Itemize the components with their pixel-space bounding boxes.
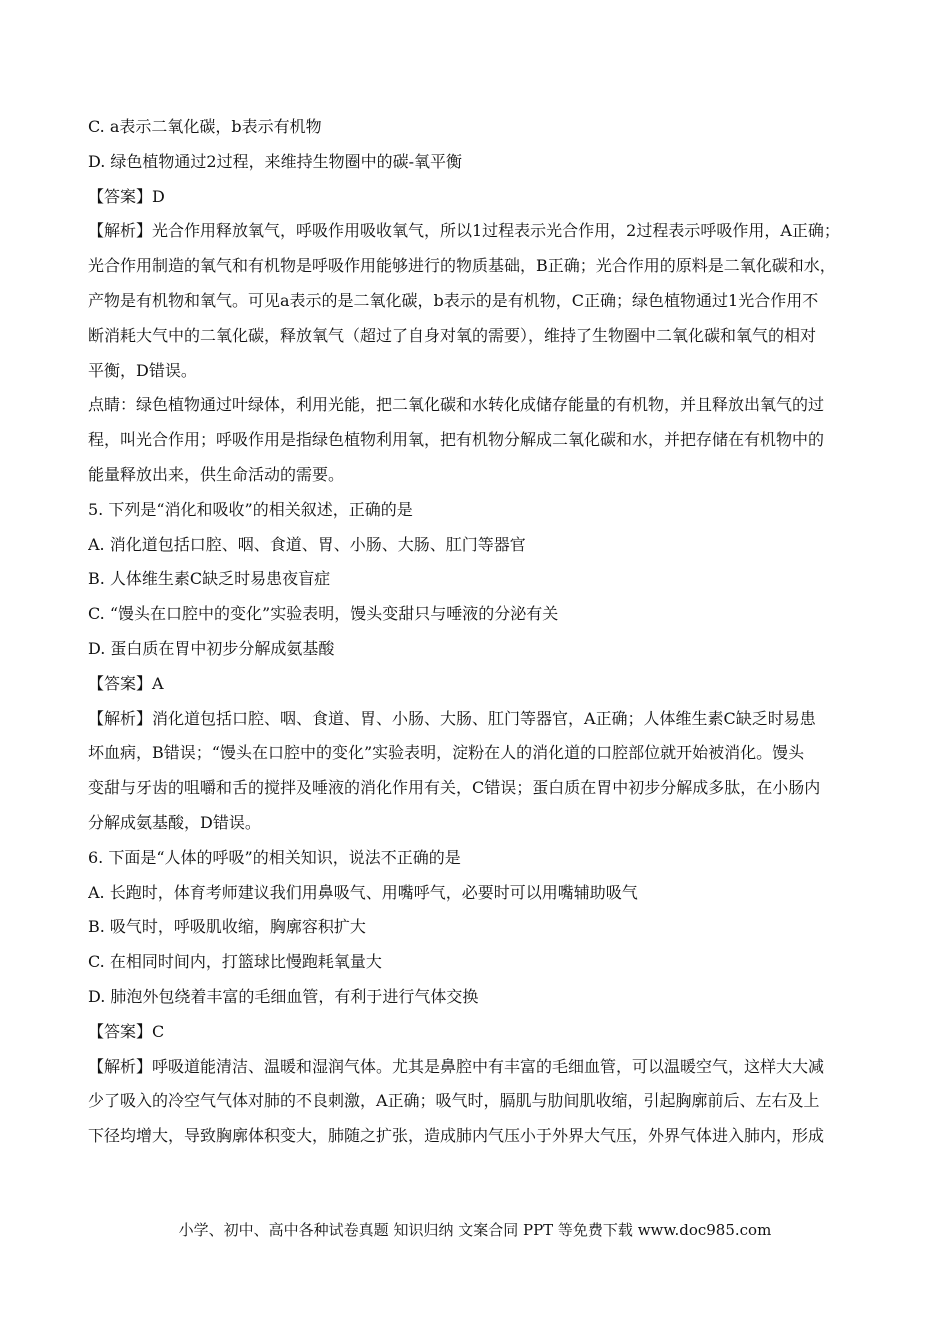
analysis-line: 少了吸入的冷空气气体对肺的不良刺激，A正确；吸气时，膈肌与肋间肌收缩，引起胸廓前后、左右及上	[88, 1091, 820, 1111]
answer-label: 【答案】A	[88, 673, 164, 693]
analysis-line: 【解析】消化道包括口腔、咽、食道、胃、小肠、大肠、肛门等器官，A正确；人体维生素C缺乏时易患	[88, 708, 816, 728]
question-6: 6. 下面是“人体的呼吸”的相关知识，说法不正确的是	[88, 847, 461, 867]
document-body	[88, 110, 868, 1154]
option-b: B. 人体维生素C缺乏时易患夜盲症	[88, 569, 331, 589]
tip-line: 点睛：绿色植物通过叶绿体，利用光能，把二氧化碳和水转化成储存能量的有机物，并且释放出氧气的过	[88, 395, 825, 415]
analysis-line: 坏血病，B错误；“馒头在口腔中的变化”实验表明，淀粉在人的消化道的口腔部位就开始被消化。馒头	[88, 743, 805, 763]
option-c: C. a表示二氧化碳，b表示有机物	[88, 117, 322, 136]
tip-line: 能量释放出来，供生命活动的需要。	[88, 464, 345, 484]
analysis-line: 变甜与牙齿的咀嚼和舌的搅拌及唾液的消化作用有关，C错误；蛋白质在胃中初步分解成多肽，在小肠内	[88, 778, 821, 798]
option-d: D. 蛋白质在胃中初步分解成氨基酸	[88, 638, 335, 658]
analysis-line: 分解成氨基酸，D错误。	[88, 812, 261, 832]
analysis-line: 产物是有机物和氧气。可见a表示的是二氧化碳，b表示的是有机物，C正确；绿色植物通过1光合作用不	[88, 290, 819, 310]
analysis-line: 平衡，D错误。	[88, 360, 197, 380]
analysis-line: 【解析】呼吸道能清洁、温暖和湿润气体。尤其是鼻腔中有丰富的毛细血管，可以温暖空气，这样大大减	[88, 1056, 825, 1076]
option-a: A. 长跑时，体育考师建议我们用鼻吸气、用嘴呼气，必要时可以用嘴辅助吸气	[88, 882, 638, 902]
option-c: C. “馒头在口腔中的变化”实验表明，馒头变甜只与唾液的分泌有关	[88, 604, 559, 624]
tip-line: 程，叫光合作用；呼吸作用是指绿色植物利用氧，把有机物分解成二氧化碳和水，并把存储在有机物中的	[88, 430, 825, 450]
option-c: C. 在相同时间内，打篮球比慢跑耗氧量大	[88, 952, 382, 972]
option-a: A. 消化道包括口腔、咽、食道、胃、小肠、大肠、肛门等器官	[88, 534, 526, 554]
analysis-line: 断消耗大气中的二氧化碳，释放氧气（超过了自身对氧的需要），维持了生物圈中二氧化碳和氧气的相对	[88, 325, 817, 345]
answer-label: 【答案】C	[88, 1021, 165, 1041]
question-5: 5. 下列是“消化和吸收”的相关叙述，正确的是	[88, 499, 413, 519]
page-footer: 小学、初中、高中各种试卷真题 知识归纳 文案合同 PPT 等免费下载 www.doc985.com	[178, 1221, 772, 1239]
option-d: D. 肺泡外包绕着丰富的毛细血管，有利于进行气体交换	[88, 986, 479, 1006]
analysis-line: 光合作用制造的氧气和有机物是呼吸作用能够进行的物质基础，B正确；光合作用的原料是二氧化碳和水，	[88, 256, 836, 276]
answer-label: 【答案】D	[88, 186, 165, 206]
analysis-line: 下径均增大，导致胸廓体积变大，肺随之扩张，造成肺内气压小于外界大气压，外界气体进入肺内，形成	[88, 1126, 825, 1146]
analysis-line: 【解析】光合作用释放氧气，呼吸作用吸收氧气，所以1过程表示光合作用，2过程表示呼吸作用，A正确；	[88, 221, 840, 241]
option-d: D. 绿色植物通过2过程，来维持生物圈中的碳-氧平衡	[88, 151, 463, 171]
option-b: B. 吸气时，呼吸肌收缩，胸廓容积扩大	[88, 917, 366, 937]
